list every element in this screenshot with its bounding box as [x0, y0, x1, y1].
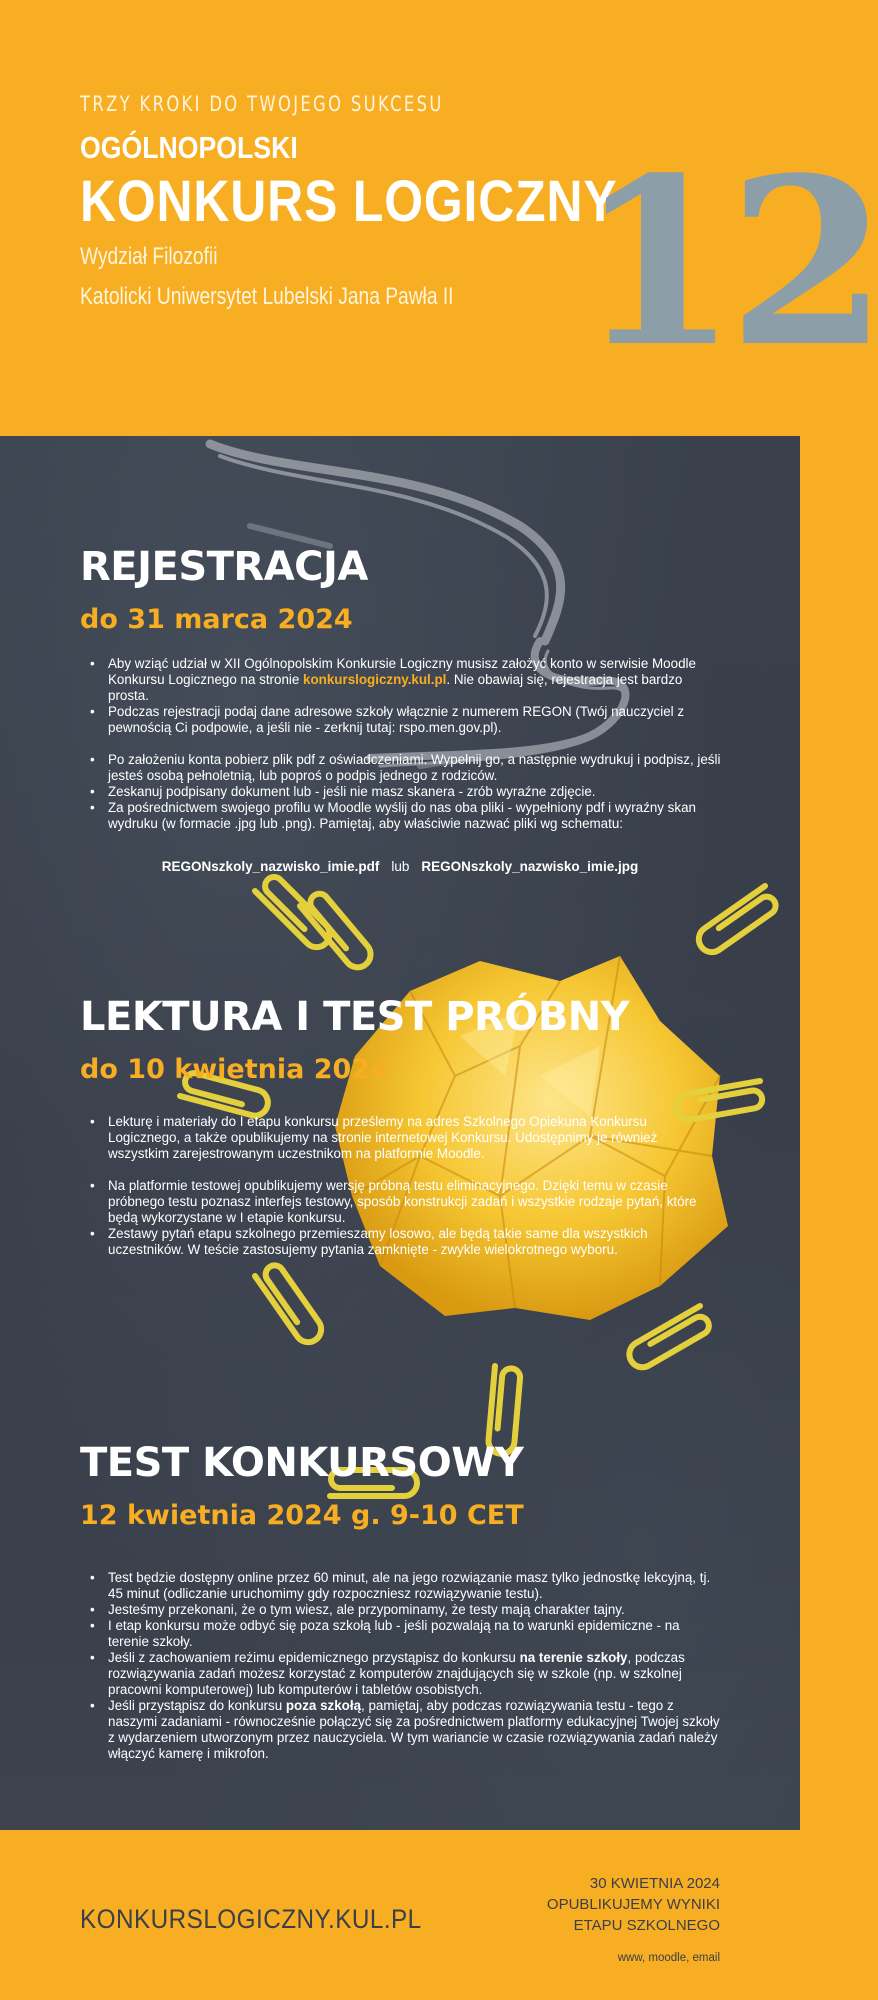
results-channels: www, moodle, email: [617, 1952, 720, 1964]
list-item: • Zeskanuj podpisany dokument lub - jeśli nie masz skanera - zrób wyraźne zdjęcie.: [90, 784, 722, 800]
pdf-filename: REGONszkoly_nazwisko_imie.pdf: [161, 859, 380, 874]
faculty-name: Wydział Filozofii: [80, 243, 218, 270]
footer-website-link[interactable]: KONKURSLOGICZNY.KUL.PL: [80, 1904, 422, 1934]
list-item: • Aby wziąć udział w XII Ogólnopolskim Konkursie Logiczny musisz założyć konto w serwisie Moodle Konkursu Logicznego na stronie konkurslogiczny.kul.pl. Nie obawiaj się, rejestracja jest bardzo prosta.: [90, 656, 722, 704]
section-title-test: TEST KONKURSOWY: [80, 1440, 524, 1486]
list-item: • Jeśli z zachowaniem reżimu epidemicznego przystąpisz do konkursu na terenie szkoły, podczas rozwiązywania zadań możesz korzystać z komputerów znajdujących się w szkole (np. w szkolnej pracowni komputerowej) lub komputerów i tabletów osobistych.: [90, 1650, 722, 1698]
registration-list: [90, 656, 722, 832]
list-item: • Podczas rejestracji podaj dane adresowe szkoły włącznie z numerem REGON (Twój nauczyciel z pewnością Ci podpowie, a jeśli nie - zerknij tutaj: rspo.men.gov.pl).: [90, 704, 722, 736]
university-name: Katolicki Uniwersytet Lubelski Jana Pawła II: [80, 283, 454, 310]
list-item: • Test będzie dostępny online przez 60 minut, ale na jego rozwiązanie masz tylko jednostkę lekcyjną, tj. 45 minut (odliczanie uruchomimy gdy rozpoczniesz rozwiązywanie testu).: [90, 1570, 722, 1602]
edition-number: 12: [578, 128, 878, 398]
section-title-reading: LEKTURA I TEST PRÓBNY: [80, 994, 630, 1040]
test-list: [90, 1570, 722, 1762]
list-item: • Zestawy pytań etapu szkolnego przemieszamy losowo, ale będą takie same dla wszystkich uczestników. W teście zastosujemy pytania zamknięte - zwykle wielokrotnego wyboru.: [90, 1226, 722, 1258]
section-date-test: 12 kwietnia 2024 g. 9-10 CET: [80, 1500, 524, 1531]
file-naming-scheme: [0, 859, 800, 874]
title-line-1: OGÓLNOPOLSKI: [80, 130, 298, 165]
list-item: • Na platformie testowej opublikujemy wersję próbną testu eliminacyjnego. Dzięki temu w czasie próbnego testu poznasz interfejs testowy, sposób konstrukcji zadań i wszystkie rodzaje pytań, które będą wykorzystane w I etapie konkursu.: [90, 1178, 722, 1226]
list-item: • I etap konkursu może odbyć się poza szkołą lub - jeśli pozwalają na to warunki epidemiczne - na terenie szkoły.: [90, 1618, 722, 1650]
section-date-reading: do 10 kwietnia 2024: [80, 1054, 389, 1085]
kicker-text: TRZY KROKI DO TWOJEGO SUKCESU: [80, 92, 444, 116]
or-label: lub: [391, 859, 410, 874]
website-link[interactable]: konkurslogiczny.kul.pl: [303, 672, 447, 687]
list-item: • Za pośrednictwem swojego profilu w Moodle wyślij do nas oba pliki - wypełniony pdf i wyraźny skan wydruku (w formacie .jpg lub .png). Pamiętaj, aby właściwie nazwać pliki wg schematu:: [90, 800, 722, 832]
header-banner: [0, 0, 878, 436]
page-title: KONKURS LOGICZNY: [80, 169, 618, 234]
list-item: • Lekturę i materiały do I etapu konkursu prześlemy na adres Szkolnego Opiekuna Konkursu Logicznego, a także opublikujemy na stronie internetowej Konkursu. Udostępnimy je również wszystkim zarejestrowanym uczestnikom na platformie Moodle.: [90, 1114, 722, 1162]
section-title-registration: REJESTRACJA: [80, 544, 368, 590]
footer: [0, 1830, 800, 2000]
list-item: • Po założeniu konta pobierz plik pdf z oświadczeniami. Wypełnij go, a następnie wydrukuj i podpisz, jeśli jesteś osobą pełnoletnią, lub poproś o podpis jednego z rodziców.: [90, 752, 722, 784]
chalkboard-section: [0, 436, 800, 1830]
list-item: • Jesteśmy przekonani, że o tym wiesz, ale przypominamy, że testy mają charakter tajny.: [90, 1602, 722, 1618]
list-item: • Jeśli przystąpisz do konkursu poza szkołą, pamiętaj, aby podczas rozwiązywania testu - tego z naszymi zadaniami - równocześnie połączyć się za pośrednictwem platformy edukacyjnej Twojej szkoły z wydarzeniem utworzonym przez nauczyciela. W tym wariancie w czasie rozwiązywania zadań należy włączyć kamerę i mikrofon.: [90, 1698, 722, 1762]
reading-list: [90, 1114, 722, 1258]
jpg-filename: REGONszkoly_nazwisko_imie.jpg: [421, 859, 639, 874]
results-announcement: 30 KWIETNIA 2024 OPUBLIKUJEMY WYNIKI ETAPU SZKOLNEGO: [546, 1875, 720, 1934]
section-date-registration: do 31 marca 2024: [80, 604, 353, 635]
